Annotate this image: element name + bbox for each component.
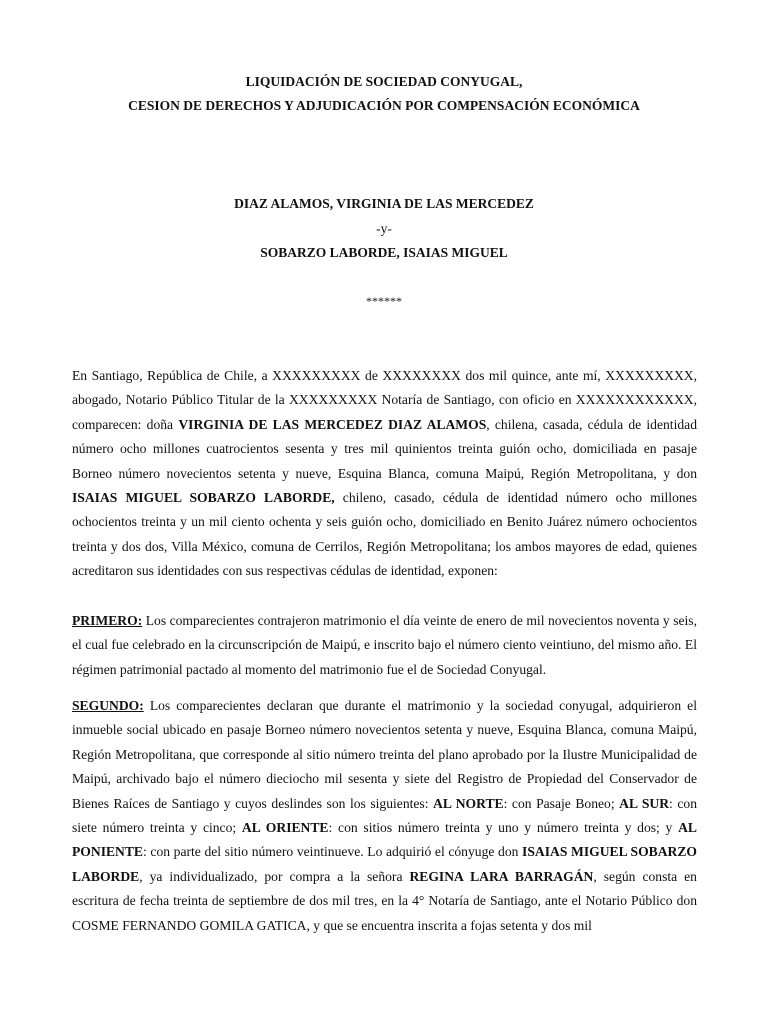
clause-primero-text: Los comparecientes contrajeron matrimonio el día veinte de enero de mil novecientos noventa y seis, el cual fue celebrado en la circunscripción de Maipú, e inscrito bajo el número ciento veintiuno, del mismo año. El régimen patrimonial pactado al momento del matrimonio fue el de Sociedad Conyugal. bbox=[72, 613, 697, 677]
clause-segundo-heading: SEGUNDO: bbox=[72, 698, 144, 713]
clause-segundo-text-6: , ya individualizado, por compra a la señora bbox=[139, 868, 410, 884]
intro-paragraph bbox=[72, 364, 697, 584]
segundo-party-seller: REGINA LARA BARRAGÁN bbox=[409, 868, 594, 884]
clause-segundo-text-2: : con Pasaje Boneo; bbox=[503, 795, 620, 811]
clause-segundo-text-3: : con siete número treinta y cinco; bbox=[72, 795, 697, 836]
boundary-sur: AL SUR bbox=[619, 795, 670, 811]
intro-party-2: ISAIAS MIGUEL SOBARZO LABORDE, bbox=[72, 490, 335, 506]
document-title-line-2: CESION DE DERECHOS Y ADJUDICACIÓN POR COMPENSACIÓN ECONÓMICA bbox=[128, 98, 640, 113]
boundary-norte: AL NORTE bbox=[433, 795, 504, 811]
clause-primero bbox=[72, 609, 697, 682]
intro-text-3: chileno, casado, cédula de identidad número ocho millones ochocientos treinta y un mil ciento ochenta y seis guión ocho, domiciliado en Benito Juárez número ochocientos treinta y dos dos, Villa México, comuna de Cerrilos, Región Metropolitana; los ambos mayores de edad, quienes acreditaron sus identidades con sus respectivas cédulas de identidad, exponen: bbox=[72, 490, 698, 579]
boundary-poniente: AL PONIENTE bbox=[72, 820, 697, 860]
party-1-name: DIAZ ALAMOS, VIRGINIA DE LAS MERCEDEZ bbox=[234, 196, 534, 211]
segundo-party-buyer: ISAIAS MIGUEL SOBARZO LABORDE bbox=[72, 844, 697, 884]
intro-text-1: En Santiago, República de Chile, a XXXXXXXXX de XXXXXXXX dos mil quince, ante mí, XXXXXXXXX, abogado, Notario Público Titular de la XXXXXXXXX Notaría de Santiago, con oficio en XXXXXXXXXXXX, comparecen: doña bbox=[72, 368, 697, 432]
clause-segundo-text-1: Los comparecientes declaran que durante el matrimonio y la sociedad conyugal, adquirieron el inmueble social ubicado en pasaje Borneo número novecientos setenta y nueve, Esquina Blanca, comuna Maipú, Región Metropolitana, que corresponde al sitio número treinta del plano aprobado por la Ilustre Municipalidad de Maipú, archivado bajo el número dieciocho mil sesenta y siete del Registro de Propiedad del Conservador de Bienes Raíces de Santiago y cuyos deslindes son los siguientes: bbox=[72, 698, 697, 811]
party-connector: -y- bbox=[376, 221, 392, 236]
document-title-line-1: LIQUIDACIÓN DE SOCIEDAD CONYUGAL, bbox=[245, 74, 523, 89]
clause-segundo bbox=[72, 694, 697, 938]
intro-text-2: , chilena, casada, cédula de identidad número ocho millones cuatrocientos sesenta y tres mil quinientos treinta guión ocho, domiciliada en pasaje Borneo número novecientos setenta y nueve, Esquina Blanca, comuna Maipú, Región Metropolitana, y don bbox=[72, 416, 697, 481]
clause-segundo-text-5: : con parte del sitio número veintinueve. Lo adquirió el cónyuge don bbox=[143, 844, 523, 860]
section-separator: ****** bbox=[366, 294, 402, 308]
clause-segundo-text-7: , según consta en escritura de fecha treinta de septiembre de dos mil tres, en la 4° Notaría de Santiago, ante el Notario Público don COSME FERNANDO GOMILA GATICA, y que se encuentra inscrita a fojas setenta y dos mil bbox=[72, 868, 697, 933]
party-2-name: SOBARZO LABORDE, ISAIAS MIGUEL bbox=[260, 245, 508, 260]
intro-party-1: VIRGINIA DE LAS MERCEDEZ DIAZ ALAMOS bbox=[178, 416, 487, 432]
clause-primero-heading: PRIMERO: bbox=[72, 613, 143, 628]
clause-segundo-text-4: : con sitios número treinta y uno y número treinta y dos; y bbox=[328, 820, 679, 836]
boundary-oriente: AL ORIENTE bbox=[241, 820, 329, 836]
